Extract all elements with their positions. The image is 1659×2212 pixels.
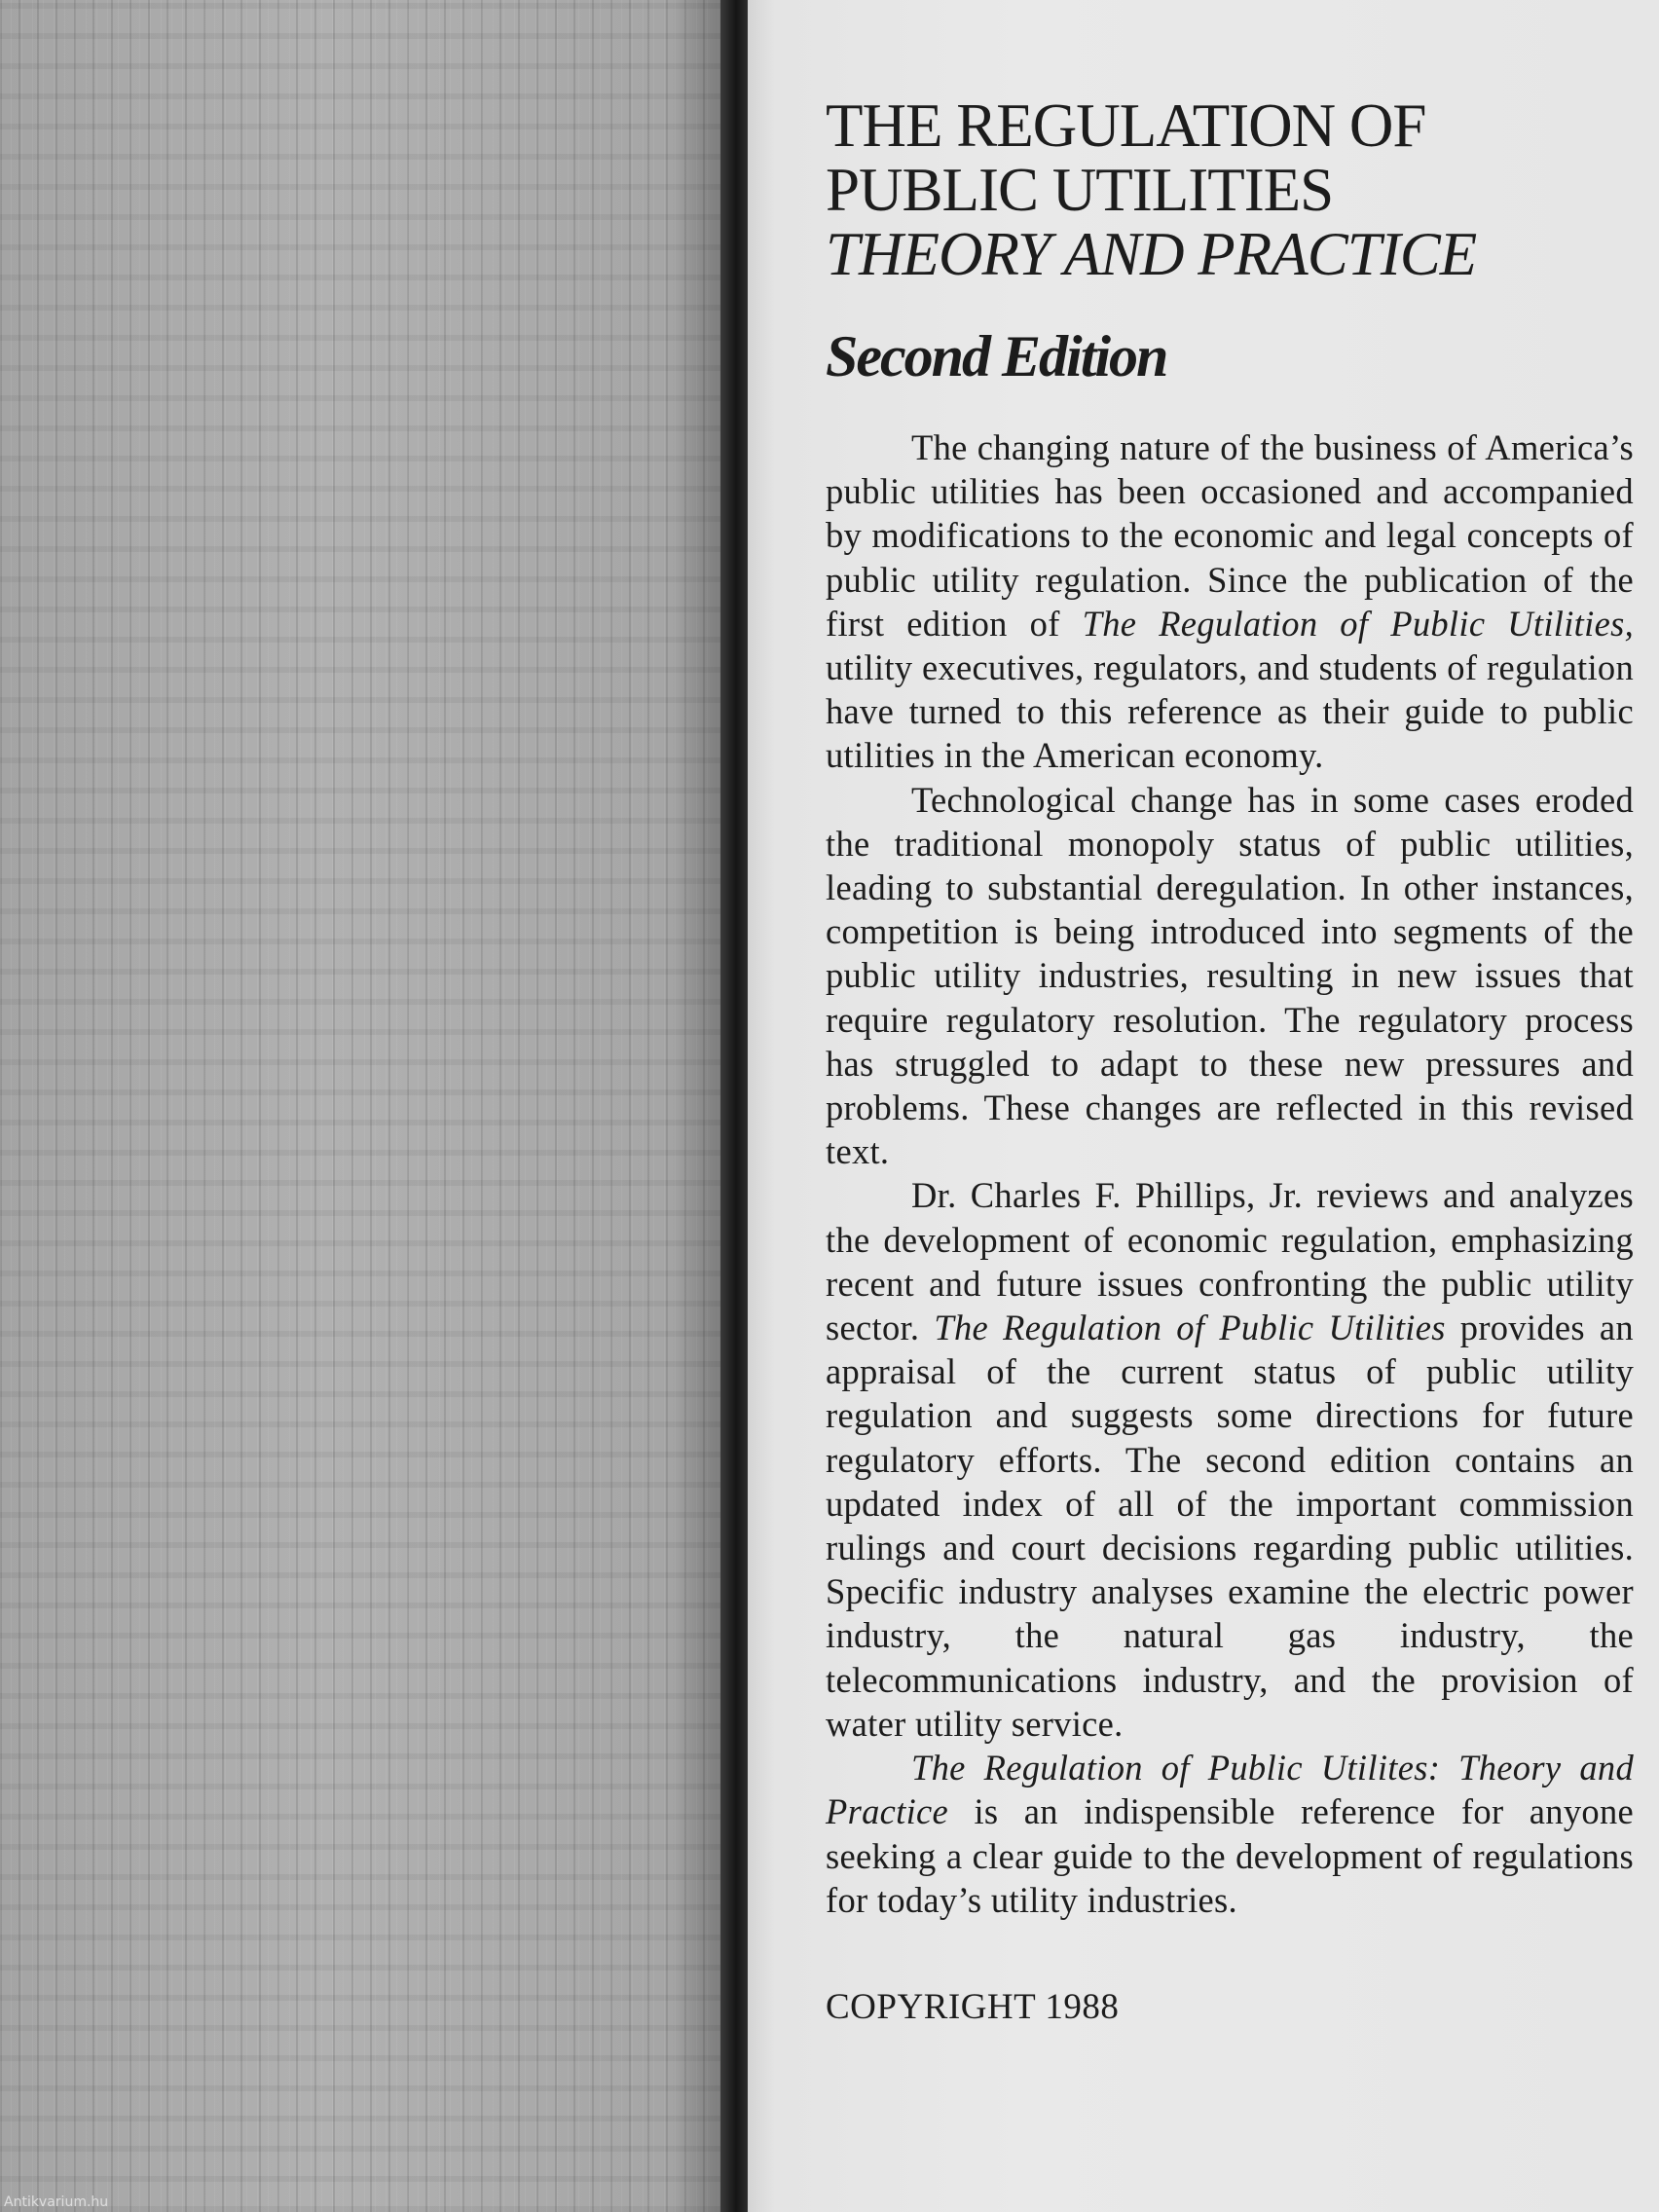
- subtitle: THEORY AND PRACTICE: [826, 220, 1477, 288]
- blurb-p1-text-b: utility executives, regulators, and students of regulation have turned to this reference as their guide to public utilities in the American economy.: [826, 647, 1634, 776]
- blurb-p3-text-b: provides an appraisal of the current status of public utility regulation and suggests some directions for future regulatory efforts. The second edition contains an updated index of all of the important commission rulings and court decisions regarding public utilities. Specific industry analyses examine the electric power industry, the natural gas industry, the telecommunications industry, and the provision of water utility service.: [826, 1308, 1634, 1744]
- blurb-p4-book-title: The Regulation of Public Utilites: Theory and Practice: [826, 1748, 1634, 1832]
- title-line-2: PUBLIC UTILITIES: [826, 156, 1334, 224]
- blurb-p4-text-b: is an indispensible reference for anyone seeking a clear guide to the development of regulations for today’s utility industries.: [826, 1791, 1634, 1920]
- right-page: [748, 0, 1659, 2212]
- blurb-p3-text-a: Dr. Charles F. Phillips, Jr. reviews and analyzes the development of economic regulation, emphasizing recent and future issues confronting the public utility sector.: [826, 1175, 1634, 1348]
- blurb-paragraph-4: [826, 1746, 1634, 1922]
- blurb-p3-book-title: The Regulation of Public Utilities: [934, 1308, 1446, 1348]
- title-line-1: THE REGULATION OF: [826, 92, 1426, 160]
- blurb-p1-book-title: The Regulation of Public Utilities,: [1082, 603, 1634, 644]
- blurb-paragraph-2: Technological change has in some cases eroded the traditional monopoly status of public utilities, leading to substantial deregulation. In other instances, competition is being introduced into segments of the public utility industries, resulting in new issues that require regulatory resolution. The regulatory process has struggled to adapt to these new pressures and problems. These changes are reflected in this revised text.: [826, 779, 1634, 1172]
- watermark: Antikvarium.hu: [4, 2194, 109, 2210]
- edition-label: Second Edition: [826, 324, 1167, 388]
- blurb-p1-text-a: The changing nature of the business of America’s public utilities has been occasioned and accompanied by modifications to the economic and legal concepts of public utility regulation. Since the publication of the first edition of: [826, 427, 1634, 644]
- left-cover-board: [0, 0, 732, 2212]
- blurb-paragraph-3: [826, 1173, 1634, 1746]
- blurb-paragraph-1: [826, 425, 1634, 778]
- page-content: [826, 93, 1634, 2028]
- copyright-notice: COPYRIGHT 1988: [826, 1986, 1120, 2027]
- blurb-text: [826, 425, 1634, 1922]
